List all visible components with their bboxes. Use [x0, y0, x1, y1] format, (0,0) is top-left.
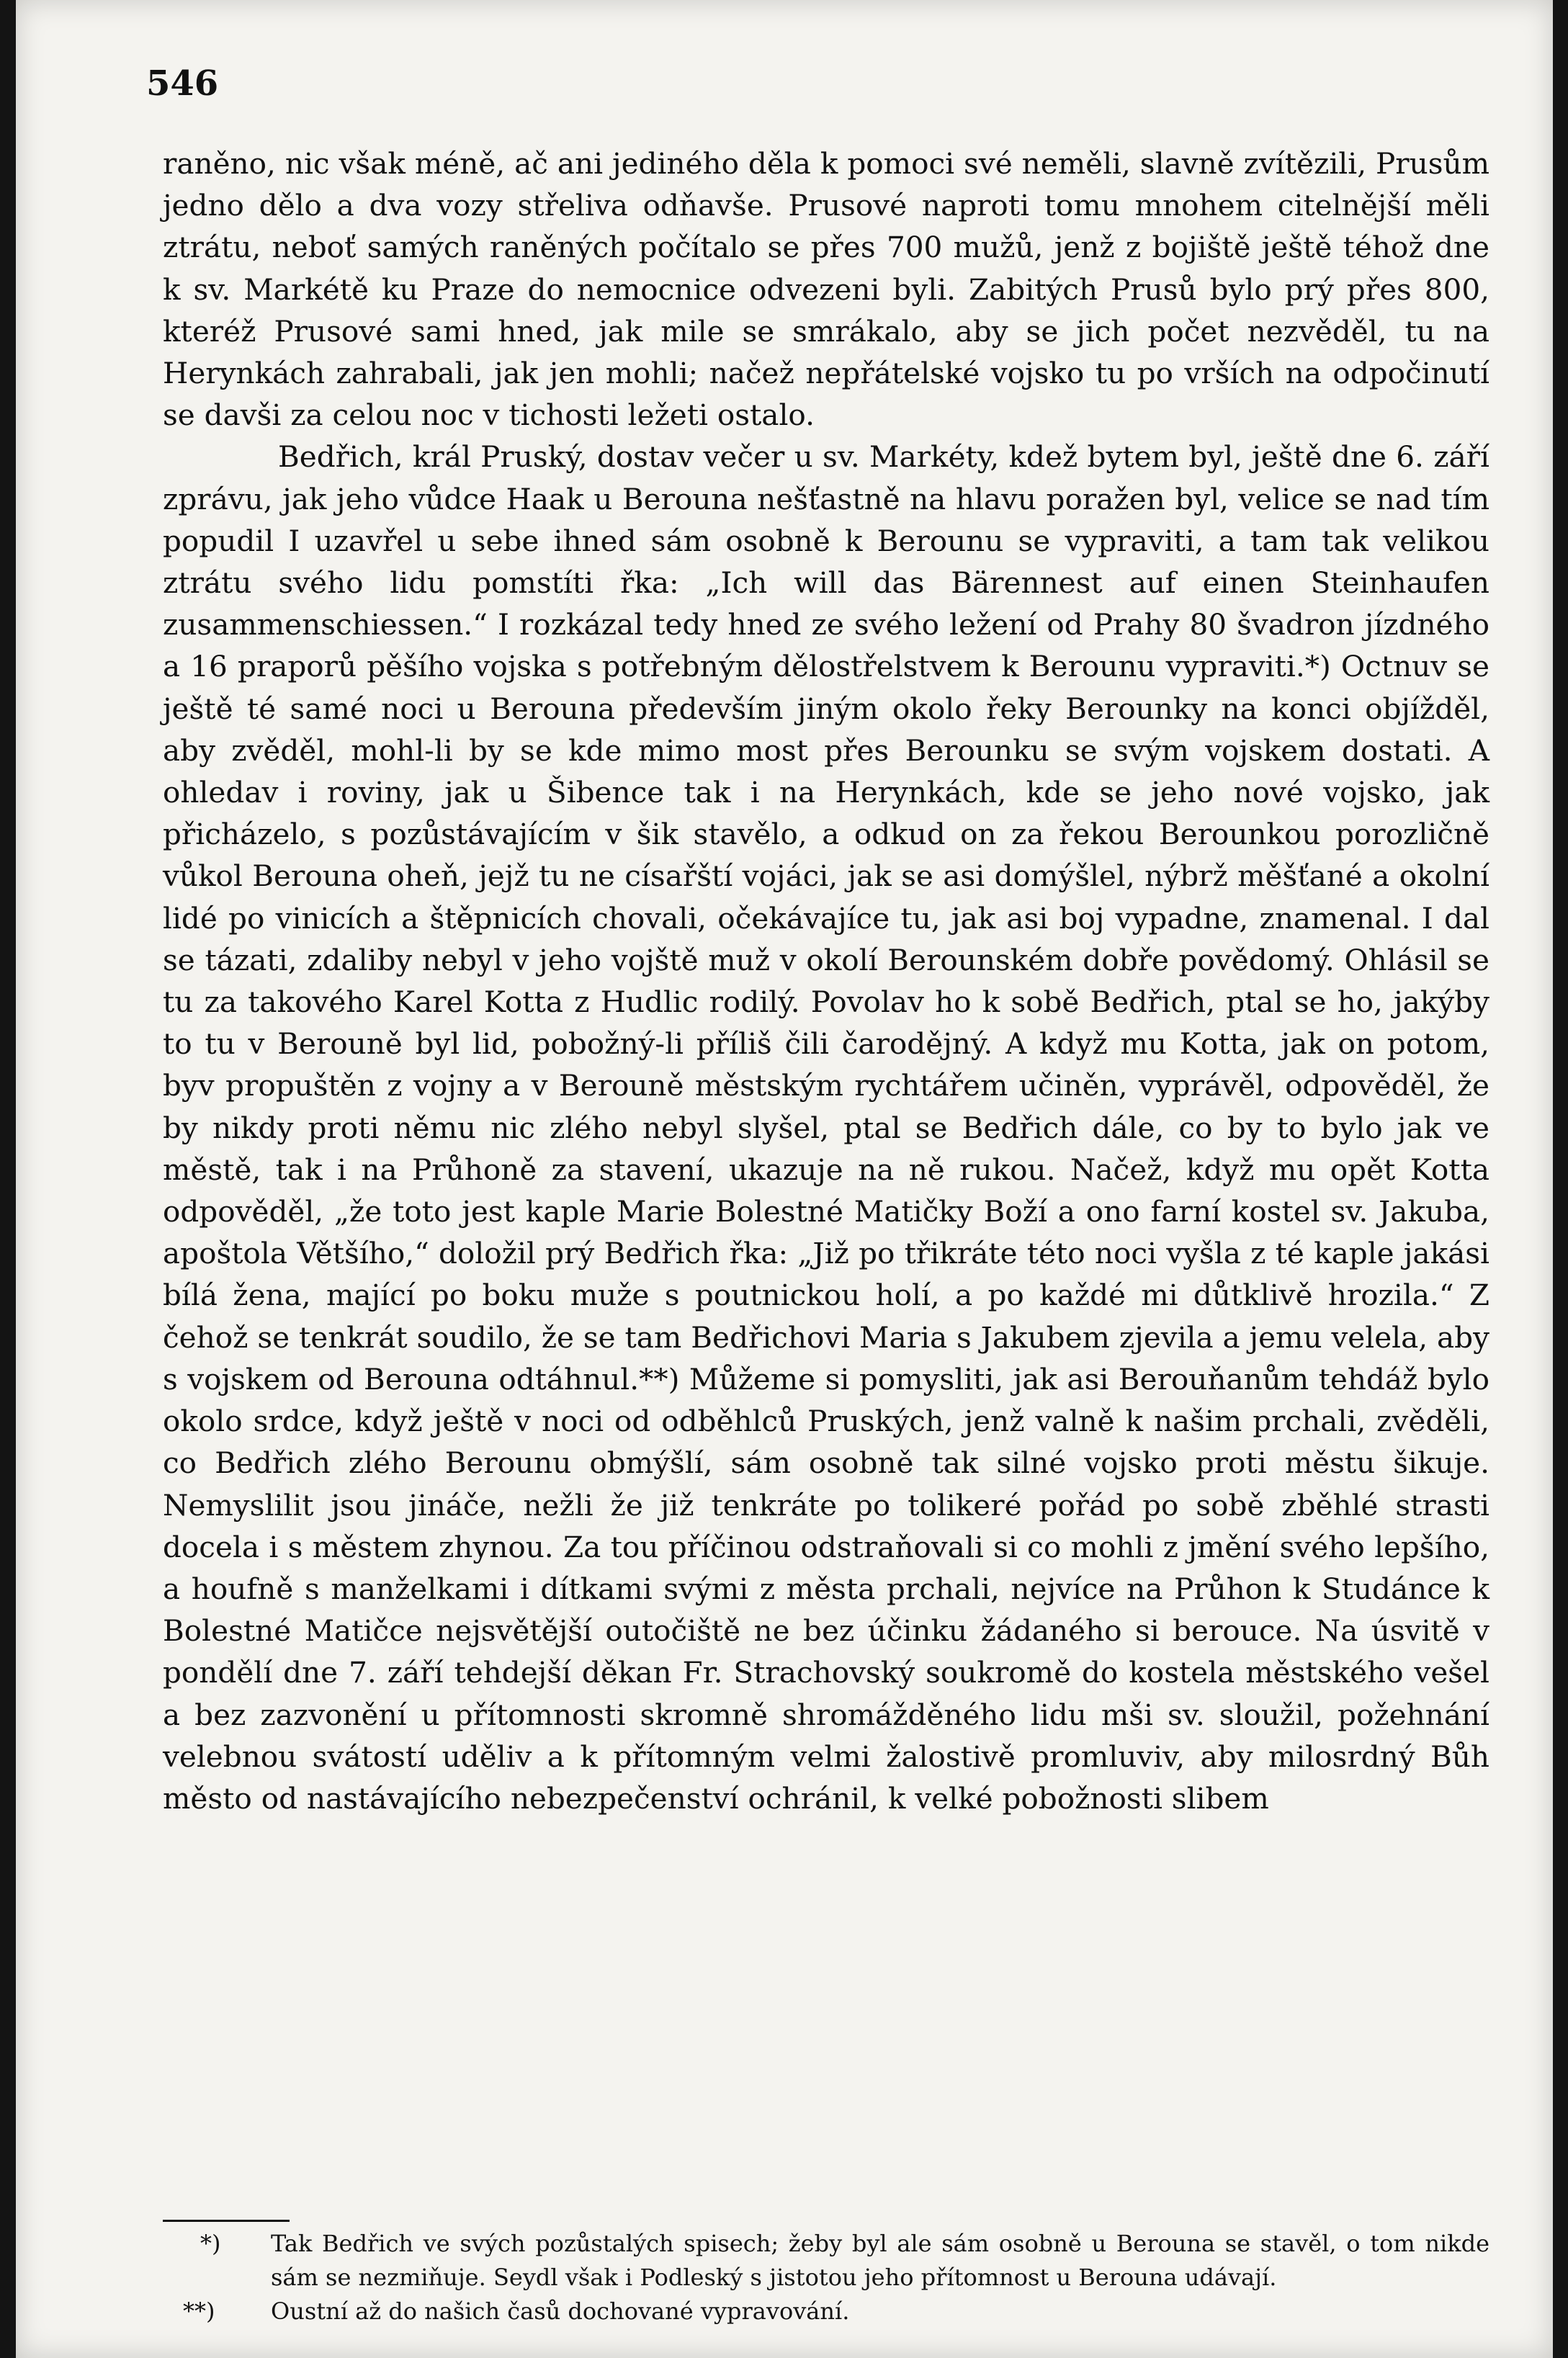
main-text: [163, 143, 1489, 1819]
footnote: [163, 2227, 1489, 2295]
footnote: [163, 2295, 1489, 2328]
paragraph: raněno, nic však méně, ač ani jediného děla k pomoci své neměli, slavně zvítězili, Prusům jedno dělo a dva vozy střeliva odňavše. Prusové naproti tomu mnohem citelnější měli ztrátu, neboť samých raněných počítalo se přes 700 mužů, jenž z bojiště ještě téhož dne k sv. Markétě ku Praze do nemocnice odvezeni byli. Zabitých Prusů bylo prý přes 800, kteréž Prusové sami hned, jak mile se smrákalo, aby se jich počet nezvěděl, tu na Herynkách zahrabali, jak jen mohli; načež nepřátelské vojsko tu po vrších na odpočinutí se davši za celou noc v tichosti ležeti ostalo.: [163, 146, 1489, 433]
book-page: [16, 0, 1553, 2358]
footnote-text: Tak Bedřich ve svých pozůstalých spisech; žeby byl ale sám osobně u Berouna se stavěl, o tom nikde sám se nezmiňuje. Seydl však i Podleský s jistotou jeho přítomnost u Berouna udávají.: [271, 2230, 1489, 2291]
footnote-divider: [163, 2220, 290, 2222]
footnote-mark: *): [200, 2230, 221, 2257]
footnote-text: Oustní až do našich časů dochované vypravování.: [271, 2298, 850, 2325]
paragraph: Bedřich, král Pruský, dostav večer u sv. Markéty, kdež bytem byl, ještě dne 6. září zprávu, jak jeho vůdce Haak u Berouna nešťastně na hlavu poražen byl, velice se nad tím popudil I uzavřel u sebe ihned sám osobně k Berounu se vypraviti, a tam tak velikou ztrátu svého lidu pomstíti řka: „Ich will das Bärennest auf einen Steinhaufen zusammenschiessen.“ I rozkázal tedy hned ze svého ležení od Prahy 80 švadron jízdného a 16 praporů pěšího vojska s potřebným dělostřelstvem k Berounu vypraviti.*) Octnuv se ještě té samé noci u Berouna především jiným okolo řeky Berounky na konci objížděl, aby zvěděl, mohl-li by se kde mimo most přes Berounku se svým vojskem dostati. A ohledav i roviny, jak u Šibence tak i na Herynkách, kde se jeho nové vojsko, jak přicházelo, s pozůstávajícím v šik stavělo, a odkud on za řekou Berounkou porozličně vůkol Berouna oheň, jejž tu ne císařští vojáci, jak se asi domýšlel, nýbrž měšťané a okolní lidé po vinicích a štěpnicích chovali, očekávajíce tu, jak asi boj vypadne, znamenal. I dal se tázati, zdaliby nebyl v jeho vojště muž v okolí Berounském dobře povědomý. Ohlásil se tu za takového Karel Kotta z Hudlic rodilý. Povolav ho k sobě Bedřich, ptal se ho, jakýby to tu v Berouně byl lid, pobožný-li příliš čili čarodějný. A když mu Kotta, jak on potom, byv propuštěn z vojny a v Berouně městským rychtářem učiněn, vyprávěl, odpověděl, že by nikdy proti němu nic zlého nebyl slyšel, ptal se Bedřich dále, co by to bylo jak ve městě, tak i na Průhoně za stavení, ukazuje na ně rukou. Načež, když mu opět Kotta odpověděl, „že toto jest kaple Marie Bolestné Matičky Boží a ono farní kostel sv. Jakuba, apoštola Většího,“ doložil prý Bedřich řka: „Již po třikráte této noci vyšla z té kaple jakási bílá žena, mající po boku muže s poutnickou holí, a po každé mi důtklivě hrozila.“ Z čehož se tenkrát soudilo, že se tam Bedřichovi Maria s Jakubem zjevila a jemu velela, aby s vojskem od Berouna odtáhnul.**) Můžeme si pomysliti, jak asi Berouňanům tehdáž bylo okolo srdce, když ještě v noci od odběhlců Pruských, jenž valně k našim prchali, zvěděli, co Bedřich zlého Berounu obmýšlí, sám osobně tak silné vojsko proti městu šikuje. Nemyslilit jsou jináče, nežli že již tenkráte po tolikeré pořád po sobě zběhlé strasti docela i s městem zhynou. Za tou příčinou odstraňovali si co mohli z jmění svého lepšího, a houfně s manželkami i dítkami svými z města prchali, nejvíce na Průhon k Studánce k Bolestné Matičce nejsvětější outočiště ne bez účinku žádaného si berouce. Na úsvitě v pondělí dne 7. září tehdejší děkan Fr. Strachovský soukromě do kostela městského vešel a bez zazvonění u přítomnosti skromně shromážděného lidu mši sv. sloužil, požehnání velebnou svátostí uděliv a k přítomným velmi žalostivě promluviv, aby milosrdný Bůh město od nastávajícího nebezpečenství ochránil, k velké pobožnosti slibem: [163, 439, 1489, 1816]
footnotes: [163, 2227, 1489, 2328]
footnote-mark: **): [183, 2298, 215, 2325]
page-number: 546: [146, 63, 219, 104]
